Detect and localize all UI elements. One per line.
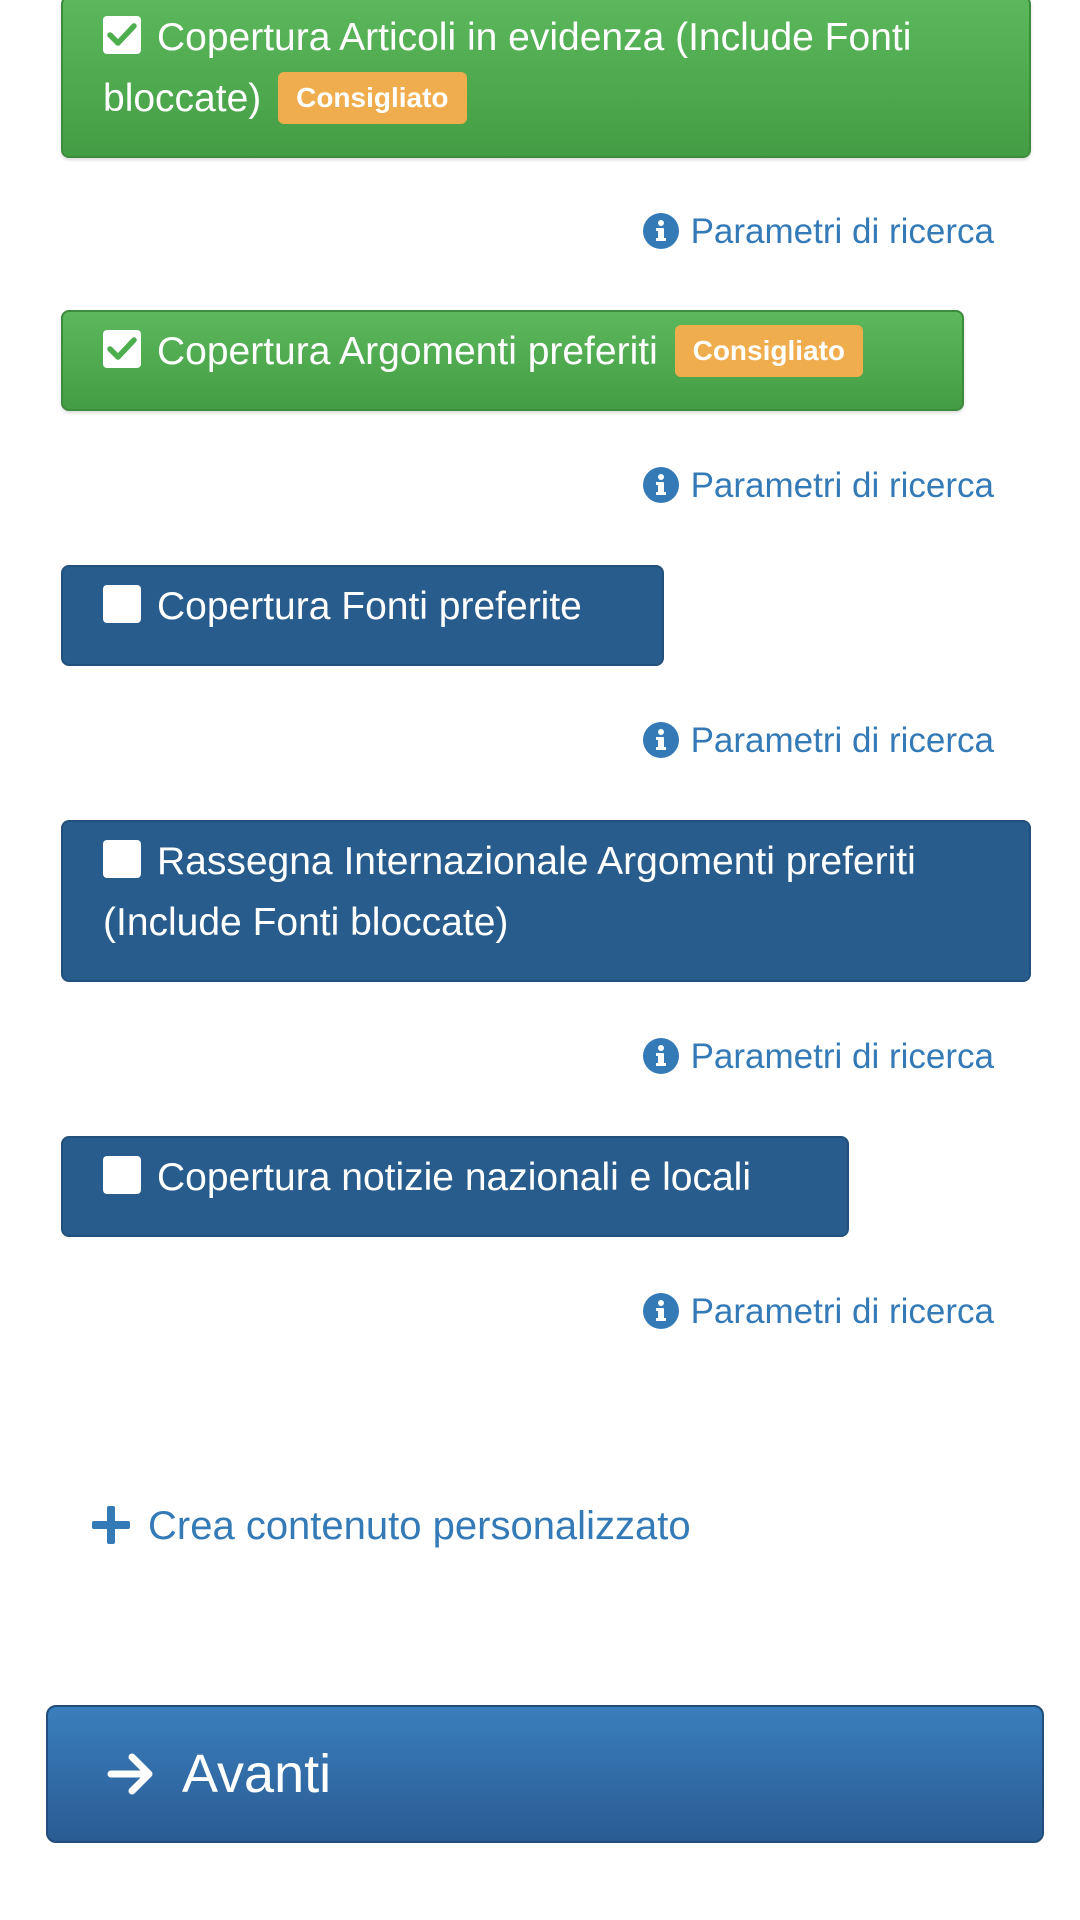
info-icon [643, 722, 679, 758]
next-button[interactable] [46, 1705, 1044, 1843]
option-rassegna-internazionale[interactable] [61, 820, 1031, 982]
info-icon [643, 467, 679, 503]
create-custom-content-label: Crea contenuto personalizzato [148, 1504, 691, 1548]
next-button-label: Avanti [182, 1744, 332, 1804]
search-params-label: Parametri di ricerca [690, 466, 994, 505]
search-params-link[interactable] [643, 1290, 994, 1334]
plus-icon [92, 1506, 130, 1544]
unchecked-checkbox-icon [103, 585, 141, 623]
unchecked-checkbox-icon [103, 840, 141, 878]
search-params-link[interactable] [643, 719, 994, 763]
option-label: Copertura Argomenti preferiti [157, 330, 658, 373]
option-notizie-nazionali-locali[interactable] [61, 1136, 849, 1237]
recommended-badge: Consigliato [278, 72, 466, 124]
recommended-badge: Consigliato [675, 325, 863, 377]
info-icon [643, 213, 679, 249]
search-params-link[interactable] [643, 210, 994, 254]
option-label: Copertura Fonti preferite [157, 585, 582, 628]
checked-checkbox-icon [103, 16, 141, 54]
search-params-label: Parametri di ricerca [690, 721, 994, 760]
info-icon [643, 1038, 679, 1074]
option-argomenti-preferiti[interactable] [61, 310, 964, 411]
checked-checkbox-icon [103, 330, 141, 368]
search-params-label: Parametri di ricerca [690, 1292, 994, 1331]
search-params-label: Parametri di ricerca [690, 1037, 994, 1076]
option-label: Rassegna Internazionale Argomenti preferiti (Include Fonti bloccate) [103, 840, 916, 944]
unchecked-checkbox-icon [103, 1156, 141, 1194]
option-label: Copertura notizie nazionali e locali [157, 1156, 752, 1199]
option-label: Copertura Articoli in evidenza (Include Fonti bloccate) [103, 16, 912, 120]
arrow-right-icon [106, 1749, 156, 1799]
search-params-label: Parametri di ricerca [690, 212, 994, 251]
option-fonti-preferite[interactable] [61, 565, 664, 666]
info-icon [643, 1293, 679, 1329]
search-params-link[interactable] [643, 1035, 994, 1079]
search-params-link[interactable] [643, 464, 994, 508]
option-articoli-in-evidenza[interactable] [61, 0, 1031, 158]
create-custom-content-link[interactable] [92, 1502, 691, 1550]
